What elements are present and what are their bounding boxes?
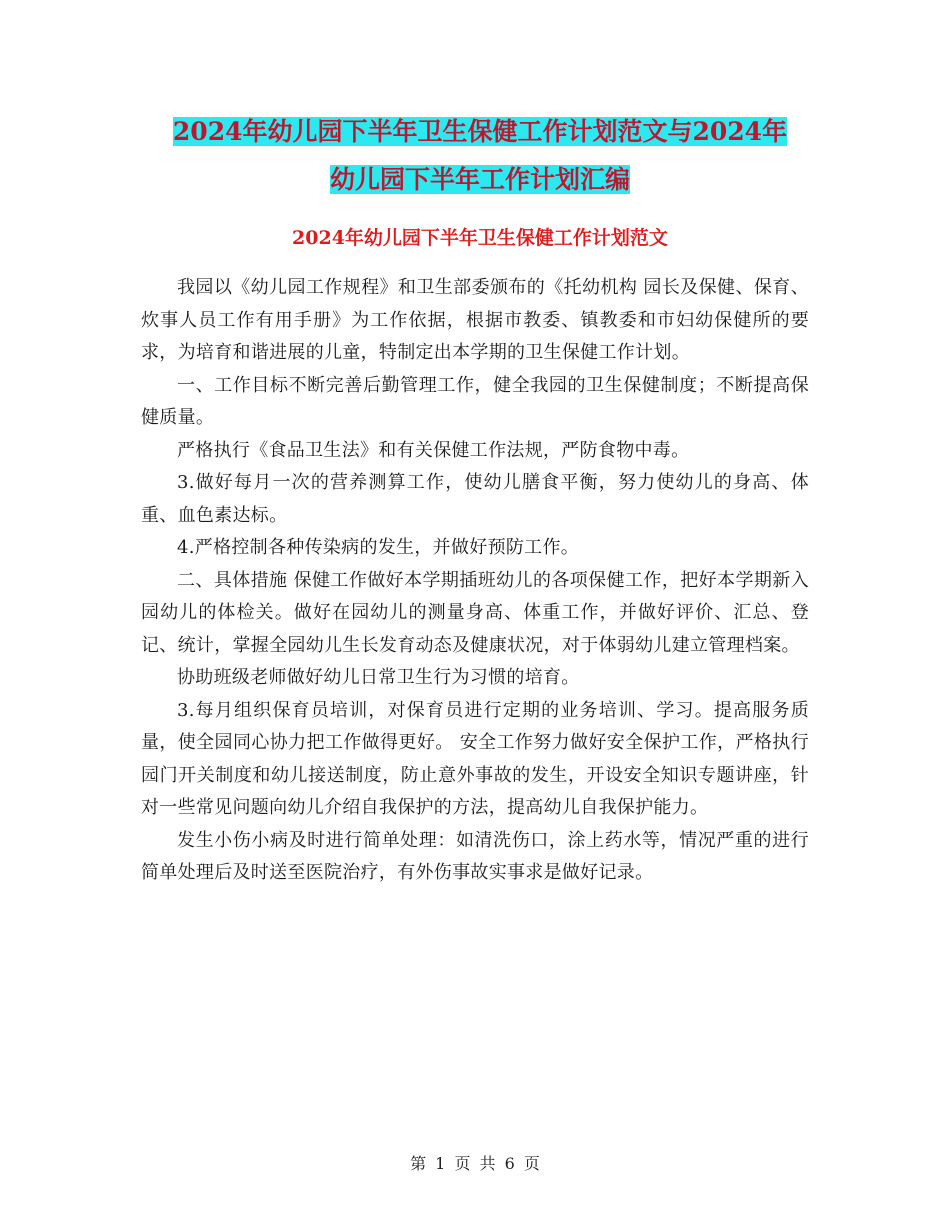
- paragraph: 我园以《幼儿园工作规程》和卫生部委颁布的《托幼机构 园长及保健、保育、炊事人员工作有用手册》为工作依据，根据市教委、镇教委和市妇幼保健所的要求，为培育和谐进展的儿童，特制定出本学期的卫生保健工作计划。: [141, 277, 809, 363]
- section-heading: 2024年幼儿园下半年卫生保健工作计划范文: [292, 227, 668, 249]
- paragraph: 严格执行《食品卫生法》和有关保健工作法规，严防食物中毒。: [177, 439, 690, 461]
- title-line-2: 幼儿园下半年工作计划汇编: [329, 165, 630, 194]
- paragraph: 二、具体措施 保健工作做好本学期插班幼儿的各项保健工作，把好本学期新入园幼儿的体检关。做好在园幼儿的测量身高、体重工作，并做好评价、汇总、登记、统计，掌握全园幼儿生长发育动态及健康状况，对于体弱幼儿建立管理档案。: [141, 569, 809, 656]
- document-body: [141, 272, 809, 890]
- paragraph: 协助班级老师做好幼儿日常卫生行为习惯的培育。: [177, 667, 580, 688]
- document-title: [140, 108, 820, 204]
- title-line-1: 2024年幼儿园下半年卫生保健工作计划范文与2024年: [172, 117, 788, 146]
- paragraph: 发生小伤小病及时进行简单处理：如清洗伤口，涂上药水等，情况严重的进行简单处理后及时送至医院治疗，有外伤事故实事求是做好记录。: [141, 829, 809, 883]
- paragraph: 一、工作目标不断完善后勤管理工作，健全我园的卫生保健制度；不断提高保健质量。: [141, 374, 809, 428]
- paragraph: 3.做好每月一次的营养测算工作，使幼儿膳食平衡，努力使幼儿的身高、体重、血色素达标。: [141, 472, 809, 526]
- page-number-footer: 第 1 页 共 6 页: [410, 1154, 540, 1173]
- paragraph: 4.严格控制各种传染病的发生，并做好预防工作。: [177, 537, 580, 558]
- paragraph: 3.每月组织保育员培训，对保育员进行定期的业务培训、学习。提高服务质量，使全园同心协力把工作做得更好。 安全工作努力做好安全保护工作，严格执行园门开关制度和幼儿接送制度，防止意外事故的发生，开设安全知识专题讲座，针对一些常见问题向幼儿介绍自我保护的方法，提高幼儿自我保护能力。: [141, 699, 809, 818]
